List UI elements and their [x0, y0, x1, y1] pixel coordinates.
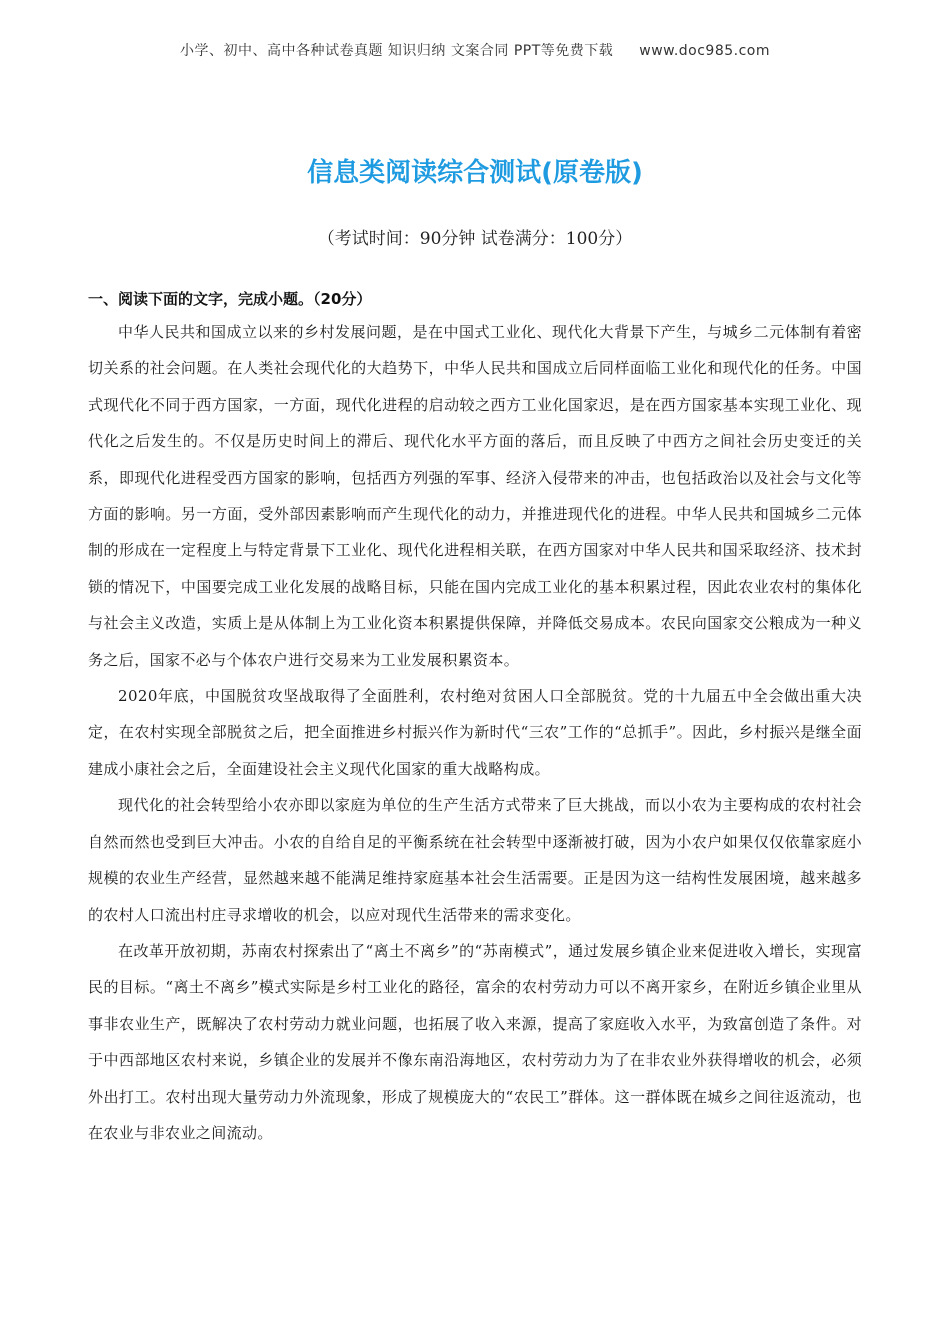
- page-header: [0, 40, 950, 60]
- document-subtitle: （考试时间：90分钟 试卷满分：100分）: [317, 229, 633, 249]
- section-1: [88, 288, 862, 1151]
- paragraph-1: 中华人民共和国成立以来的乡村发展问题，是在中国式工业化、现代化大背景下产生，与城乡二元体制有着密切关系的社会问题。在人类社会现代化的大趋势下，中华人民共和国成立后同样面临工业化和现代化的任务。中国式现代化不同于西方国家，一方面，现代化进程的启动较之西方工业化国家迟，是在西方国家基本实现工业化、现代化之后发生的。不仅是历史时间上的滞后、现代化水平方面的落后，而且反映了中西方之间社会历史变迁的关系，即现代化进程受西方国家的影响，包括西方列强的军事、经济入侵带来的冲击，也包括政治以及社会与文化等方面的影响。另一方面，受外部因素影响而产生现代化的动力，并推进现代化的进程。中华人民共和国城乡二元体制的形成在一定程度上与特定背景下工业化、现代化进程相关联，在西方国家对中华人民共和国采取经济、技术封锁的情况下，中国要完成工业化发展的战略目标，只能在国内完成工业化的基本积累过程，因此农业农村的集体化与社会主义改造，实质上是从体制上为工业化资本积累提供保障，并降低交易成本。农民向国家交公粮成为一种义务之后，国家不必与个体农户进行交易来为工业发展积累资本。: [88, 323, 862, 669]
- header-site-link[interactable]: www.doc985.com: [639, 43, 771, 59]
- section-heading: 一、阅读下面的文字，完成小题。（20分）: [88, 290, 372, 308]
- paragraph-3: 现代化的社会转型给小农亦即以家庭为单位的生产生活方式带来了巨大挑战，而以小农为主要构成的农村社会自然而然也受到巨大冲击。小农的自给自足的平衡系统在社会转型中逐渐被打破，因为小农户如果仅仅依靠家庭小规模的农业生产经营，显然越来越不能满足维持家庭基本社会生活需要。正是因为这一结构性发展困境，越来越多的农村人口流出村庄寻求增收的机会，以应对现代生活带来的需求变化。: [88, 796, 862, 924]
- header-banner-text: 小学、初中、高中各种试卷真题 知识归纳 文案合同 PPT等免费下载: [179, 43, 614, 59]
- document-title: 信息类阅读综合测试(原卷版): [307, 158, 643, 188]
- paragraph-4: 在改革开放初期，苏南农村探索出了“离土不离乡”的“苏南模式”，通过发展乡镇企业来促进收入增长，实现富民的目标。“离土不离乡”模式实际是乡村工业化的路径，富余的农村劳动力可以不离开家乡，在附近乡镇企业里从事非农业生产，既解决了农村劳动力就业问题，也拓展了收入来源，提高了家庭收入水平，为致富创造了条件。对于中西部地区农村来说，乡镇企业的发展并不像东南沿海地区，农村劳动力为了在非农业外获得增收的机会，必须外出打工。农村出现大量劳动力外流现象，形成了规模庞大的“农民工”群体。这一群体既在城乡之间往返流动，也在农业与非农业之间流动。: [88, 941, 862, 1142]
- paragraph-2: 2020年底，中国脱贫攻坚战取得了全面胜利，农村绝对贫困人口全部脱贫。党的十九届五中全会做出重大决定，在农村实现全部脱贫之后，把全面推进乡村振兴作为新时代“三农”工作的“总抓手”。因此，乡村振兴是继全面建成小康社会之后，全面建设社会主义现代化国家的重大战略构成。: [88, 687, 862, 778]
